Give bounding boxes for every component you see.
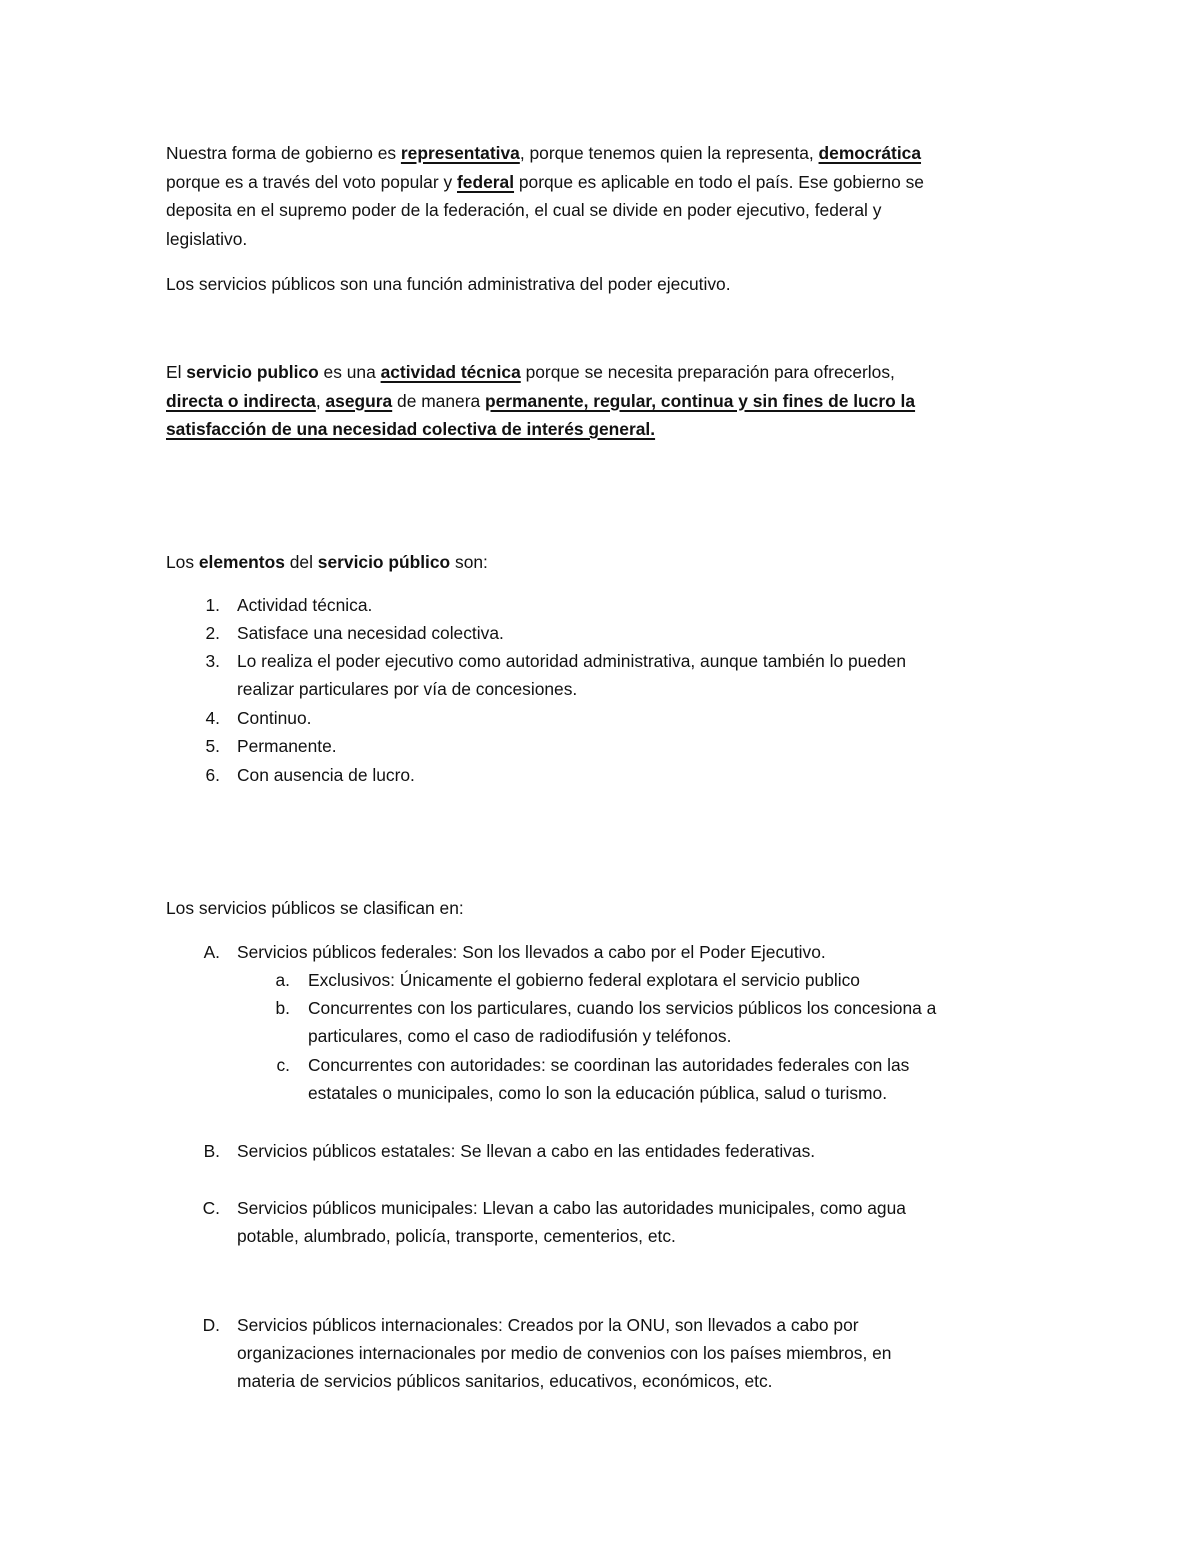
list-marker: 2.	[205, 623, 220, 643]
list-marker: 5.	[205, 736, 220, 756]
list-marker: b.	[275, 998, 290, 1018]
list-marker: 3.	[205, 651, 220, 671]
paragraph-line	[166, 168, 1036, 197]
list-item-text: estatales o municipales, como lo son la educación pública, salud o turismo.	[308, 1083, 888, 1103]
paragraph-elementos-heading	[166, 548, 1036, 577]
text-run: , porque tenemos quien la representa,	[519, 143, 819, 163]
list-marker: c.	[276, 1055, 290, 1075]
list-item-text: Lo realiza el poder ejecutivo como autoridad administrativa, aunque también lo pueden	[237, 651, 906, 671]
text-run: de manera	[392, 390, 485, 411]
term-democratica: democrática	[818, 143, 922, 163]
list-marker: A.	[203, 942, 220, 962]
list-item-text: organizaciones internacionales por medio de convenios con los países miembros, en	[237, 1343, 892, 1363]
term-directa-o-indirecta: directa o indirecta	[166, 390, 316, 411]
paragraph-line: legislativo.	[166, 228, 248, 249]
paragraph-clasificacion-heading	[166, 894, 1036, 923]
list-item-text: Continuo.	[237, 708, 312, 728]
text-run: ,	[315, 390, 326, 411]
paragraph-line	[166, 358, 1036, 387]
list-marker: a.	[275, 970, 290, 990]
list-marker: 6.	[205, 765, 220, 785]
text-run: del	[284, 552, 318, 572]
paragraph-line	[166, 548, 1036, 577]
list-item-text: Exclusivos: Únicamente el gobierno federal explotara el servicio publico	[308, 970, 860, 990]
paragraph-line: Los servicios públicos son una función administrativa del poder ejecutivo.	[166, 274, 731, 294]
paragraph-line: deposita en el supremo poder de la federación, el cual se divide en poder ejecutivo, federal y	[166, 200, 882, 220]
term-servicio-publico: servicio público	[317, 552, 451, 572]
paragraph-line	[166, 415, 1036, 444]
paragraph-servicios-funcion	[166, 270, 1036, 299]
list-marker: 1.	[205, 595, 220, 615]
text-run: porque es a través del voto popular y	[166, 171, 457, 192]
list-item-text: potable, alumbrado, policía, transporte, cementerios, etc.	[237, 1226, 676, 1246]
list-item-text: Permanente.	[237, 736, 337, 756]
list-item-text: materia de servicios públicos sanitarios, educativos, económicos, etc.	[237, 1371, 773, 1391]
list-item-text: Servicios públicos estatales: Se llevan a cabo en las entidades federativas.	[237, 1141, 816, 1161]
term-actividad-tecnica: actividad técnica	[380, 362, 521, 382]
paragraph-line	[166, 139, 1036, 168]
list-item-text: Servicios públicos federales: Son los llevados a cabo por el Poder Ejecutivo.	[237, 942, 826, 962]
list-marker: D.	[202, 1315, 220, 1335]
text-run: porque es aplicable en todo el país. Ese gobierno se	[514, 171, 924, 192]
list-item-text: Servicios públicos internacionales: Creados por la ONU, son llevados a cabo por	[237, 1315, 859, 1335]
paragraph-definicion-servicio	[166, 358, 1036, 444]
list-item-text: Concurrentes con los particulares, cuando los servicios públicos los concesiona a	[308, 998, 937, 1018]
text-run: porque se necesita preparación para ofrecerlos,	[520, 362, 895, 382]
term-permanente: permanente, regular, continua y sin fines de lucro la	[485, 390, 916, 411]
term-representativa: representativa	[400, 143, 520, 163]
list-item-text: Actividad técnica.	[237, 595, 373, 615]
paragraph-line	[166, 387, 1036, 416]
term-asegura: asegura	[325, 390, 393, 411]
text-run: Los	[166, 552, 199, 572]
text-run: El	[166, 362, 187, 382]
paragraph-line: Los servicios públicos se clasifican en:	[166, 898, 464, 918]
term-elementos: elementos	[198, 552, 285, 572]
list-marker: 4.	[205, 708, 220, 728]
list-item-text: particulares, como el caso de radiodifusión y teléfonos.	[308, 1026, 732, 1046]
list-item-text: Servicios públicos municipales: Llevan a cabo las autoridades municipales, como agua	[237, 1198, 906, 1218]
text-run: son:	[450, 552, 488, 572]
list-item-text: Satisface una necesidad colectiva.	[237, 623, 504, 643]
list-item-text: Con ausencia de lucro.	[237, 765, 415, 785]
term-federal: federal	[457, 171, 515, 192]
list-marker: C.	[202, 1198, 220, 1218]
list-marker: B.	[203, 1141, 220, 1161]
text-run: Nuestra forma de gobierno es	[166, 143, 401, 163]
term-satisfaccion: satisfacción de una necesidad colectiva de interés general.	[166, 419, 656, 439]
paragraph-forma-de-gobierno	[166, 139, 1036, 253]
list-item-text: Concurrentes con autoridades: se coordinan las autoridades federales con las	[308, 1055, 910, 1075]
text-run: es una	[318, 362, 381, 382]
term-servicio-publico: servicio publico	[186, 362, 319, 382]
list-item-text: realizar particulares por vía de concesiones.	[237, 679, 578, 699]
